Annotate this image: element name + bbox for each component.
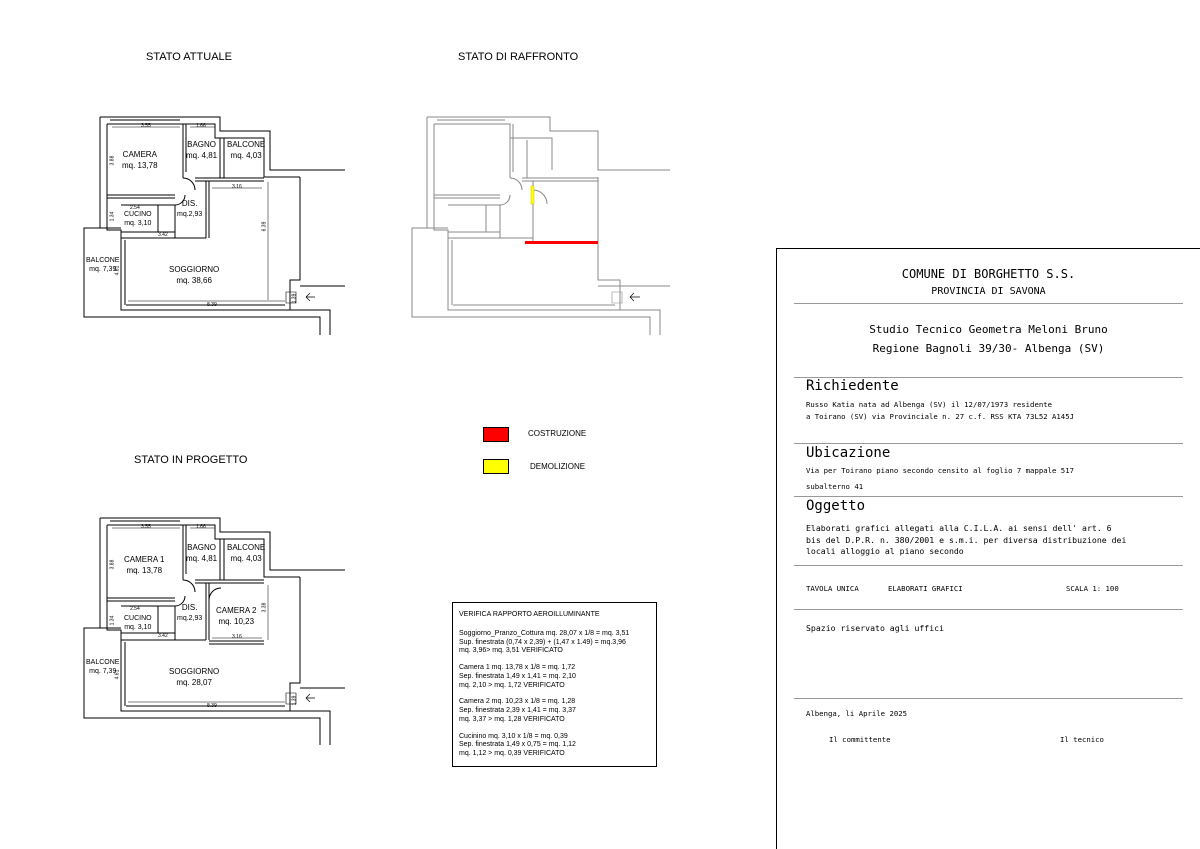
room-name: CAMERA bbox=[122, 150, 157, 159]
oggetto-line: Elaborati grafici allegati alla C.I.L.A. ai sensi dell' art. 6 bbox=[806, 523, 1112, 533]
committente-label: Il committente bbox=[829, 735, 891, 744]
oggetto-line: bis del D.P.R. n. 380/2001 e s.m.i. per diversa distribuzione dei bbox=[806, 535, 1127, 545]
dim-label: 8.39 bbox=[207, 703, 217, 709]
dim-label: 2.54 bbox=[130, 606, 140, 612]
verification-line: Camera 2 mq. 10,23 x 1/8 = mq. 1,28 bbox=[459, 698, 576, 706]
dim-label: 3.55 bbox=[141, 123, 151, 129]
room-dis-progetto bbox=[177, 603, 202, 623]
dim-label: 3.42 bbox=[158, 633, 168, 639]
verification-box bbox=[452, 602, 657, 767]
room-area: mq.2,93 bbox=[177, 210, 203, 218]
title-stato-progetto: STATO IN PROGETTO bbox=[134, 454, 248, 466]
verification-line: mq. 3,96> mq. 3,51 VERIFICATO bbox=[459, 647, 563, 655]
room-name: DIS. bbox=[181, 199, 198, 208]
room-area: mq. 13,78 bbox=[122, 160, 158, 170]
legend-swatch-demolizione bbox=[483, 459, 509, 474]
oggetto-heading: Oggetto bbox=[806, 498, 866, 514]
verification-block bbox=[459, 664, 650, 690]
room-balcone-top-progetto bbox=[227, 543, 265, 565]
verification-line: Sup. finestrata (0,74 x 2,39) + (1,47 x 1.49) = mq.3,96 bbox=[459, 638, 626, 646]
dim-label: 1.66 bbox=[196, 123, 206, 129]
room-camera2-progetto bbox=[216, 606, 256, 628]
verification-line: mq. 3,37 > mq. 1,28 VERIFICATO bbox=[459, 715, 565, 723]
room-name: BAGNO bbox=[187, 543, 217, 552]
dim-label: 3.88 bbox=[109, 559, 116, 570]
room-area: mq. 28,07 bbox=[176, 677, 212, 687]
room-area: mq. 7,39 bbox=[89, 668, 117, 676]
room-name: CAMERA 2 bbox=[216, 606, 257, 615]
verification-line: Camera 1 mq. 13,78 x 1/8 = mq. 1,72 bbox=[459, 664, 576, 671]
verification-title: VERIFICA RAPPORTO AEROILLUMINANTE bbox=[459, 611, 600, 618]
room-bagno-progetto bbox=[186, 543, 217, 565]
richiedente-heading: Richiedente bbox=[806, 378, 899, 394]
dim-label: 2.54 bbox=[130, 205, 140, 211]
room-name: CUCINO bbox=[124, 615, 152, 622]
room-area: mq. 4,81 bbox=[186, 553, 218, 563]
dim-label: 1.34 bbox=[109, 615, 116, 626]
verification-block bbox=[459, 630, 650, 656]
room-area: mq. 3,10 bbox=[124, 220, 152, 228]
dim-label: 1.34 bbox=[109, 211, 116, 222]
dim-label: 1.39 bbox=[291, 293, 298, 304]
spazio-uffici: Spazio riservato agli uffici bbox=[806, 623, 945, 633]
dim-label: 1.39 bbox=[291, 695, 298, 706]
legend-label-demolizione: DEMOLIZIONE bbox=[530, 462, 586, 471]
verification-line: Cucinino mq. 3,10 x 1/8 = mq. 0,39 bbox=[459, 732, 568, 740]
studio-name: Studio Tecnico Geometra Meloni Bruno bbox=[869, 323, 1108, 336]
room-name: CAMERA 1 bbox=[124, 555, 165, 564]
verification-line: Sep. finestrata 1,49 x 1,41 = mq. 2,10 bbox=[459, 672, 576, 680]
divider bbox=[794, 565, 1183, 566]
divider bbox=[794, 443, 1183, 444]
verification-line: Sep. finestrata 2,39 x 1,41 = mq. 3,37 bbox=[459, 707, 576, 714]
tavola-label: TAVOLA UNICA bbox=[806, 584, 859, 593]
room-area: mq. 13,78 bbox=[126, 565, 163, 575]
dim-label: 4.61 bbox=[114, 669, 121, 680]
room-cucino-progetto bbox=[124, 614, 152, 633]
room-camera1-progetto bbox=[124, 555, 164, 577]
room-area: mq. 4,81 bbox=[186, 150, 218, 160]
ubicazione-heading: Ubicazione bbox=[806, 445, 891, 461]
room-name: SOGGIORNO bbox=[169, 667, 220, 676]
verification-line: Sep. finestrata 1,49 x 0,75 = mq. 1,12 bbox=[459, 741, 576, 749]
dim-label: 3.16 bbox=[232, 184, 242, 190]
room-area: mq. 10,23 bbox=[218, 616, 255, 626]
room-name: CUCINO bbox=[124, 211, 152, 218]
room-name: SOGGIORNO bbox=[169, 265, 220, 274]
tecnico-label: Il tecnico bbox=[1060, 735, 1104, 744]
studio-address: Regione Bagnoli 39/30- Albenga (SV) bbox=[872, 342, 1105, 355]
richiedente-line: Russo Katia nata ad Albenga (SV) il 12/07/1973 residente bbox=[806, 400, 1053, 409]
divider bbox=[794, 698, 1183, 699]
scala-label: SCALA 1: 100 bbox=[1066, 584, 1119, 593]
dim-label: 3.88 bbox=[109, 155, 116, 166]
room-area: mq. 4,03 bbox=[230, 553, 262, 563]
room-name: BALCONE bbox=[86, 257, 120, 264]
dim-label: 8.39 bbox=[207, 302, 217, 308]
legend-swatch-costruzione bbox=[483, 427, 509, 442]
verification-line: mq. 2,10 > mq. 1,72 VERIFICATO bbox=[459, 681, 565, 689]
oggetto-line: locali alloggio al piano secondo bbox=[806, 546, 964, 556]
room-soggiorno-progetto bbox=[169, 667, 219, 689]
dim-label: 4.61 bbox=[114, 265, 121, 276]
dim-label: 6.39 bbox=[261, 221, 268, 232]
verification-block bbox=[459, 698, 650, 724]
dim-label: 3.42 bbox=[158, 232, 168, 238]
dim-label: 3.16 bbox=[232, 634, 242, 640]
dim-label: 1.66 bbox=[196, 524, 206, 530]
ubicazione-line: subalterno 41 bbox=[806, 482, 864, 491]
comune-name: COMUNE DI BORGHETTO S.S. bbox=[901, 267, 1076, 281]
verification-line: Soggiorno_Pranzo_Cottura mq. 28,07 x 1/8 = mq. 3,51 bbox=[459, 629, 630, 637]
room-area: mq. 38,66 bbox=[176, 275, 212, 285]
room-area: mq. 3,10 bbox=[124, 624, 152, 632]
ubicazione-line: Via per Toirano piano secondo censito al foglio 7 mappale 517 bbox=[806, 466, 1074, 475]
room-name: BALCONE bbox=[227, 543, 266, 552]
elaborati-label: ELABORATI GRAFICI bbox=[888, 584, 963, 593]
verification-block bbox=[459, 733, 650, 759]
dim-label: 3.38 bbox=[261, 602, 268, 613]
room-name: DIS. bbox=[181, 603, 198, 612]
room-area: mq. 7,39 bbox=[89, 266, 117, 274]
title-block bbox=[776, 248, 1200, 849]
richiedente-line: a Toirano (SV) via Provinciale n. 27 c.f. RSS KTA 73L52 A145J bbox=[806, 412, 1074, 421]
room-area: mq.2,93 bbox=[177, 614, 203, 622]
room-name: BAGNO bbox=[187, 140, 217, 149]
verification-line: mq. 1,12 > mq. 0,39 VERIFICATO bbox=[459, 750, 565, 757]
room-name: BALCONE bbox=[86, 659, 120, 666]
room-area: mq. 4,03 bbox=[230, 150, 262, 160]
room-name: BALCONE bbox=[227, 140, 266, 149]
dim-label: 3.55 bbox=[141, 524, 151, 530]
divider bbox=[794, 496, 1183, 497]
title-stato-raffronto: STATO DI RAFFRONTO bbox=[458, 51, 579, 63]
date-line: Albenga, li Aprile 2025 bbox=[806, 709, 908, 718]
divider bbox=[794, 303, 1183, 304]
divider bbox=[794, 609, 1183, 610]
title-stato-attuale: STATO ATTUALE bbox=[146, 51, 232, 63]
provincia-name: PROVINCIA DI SAVONA bbox=[931, 286, 1046, 297]
legend-label-costruzione: COSTRUZIONE bbox=[528, 429, 587, 438]
